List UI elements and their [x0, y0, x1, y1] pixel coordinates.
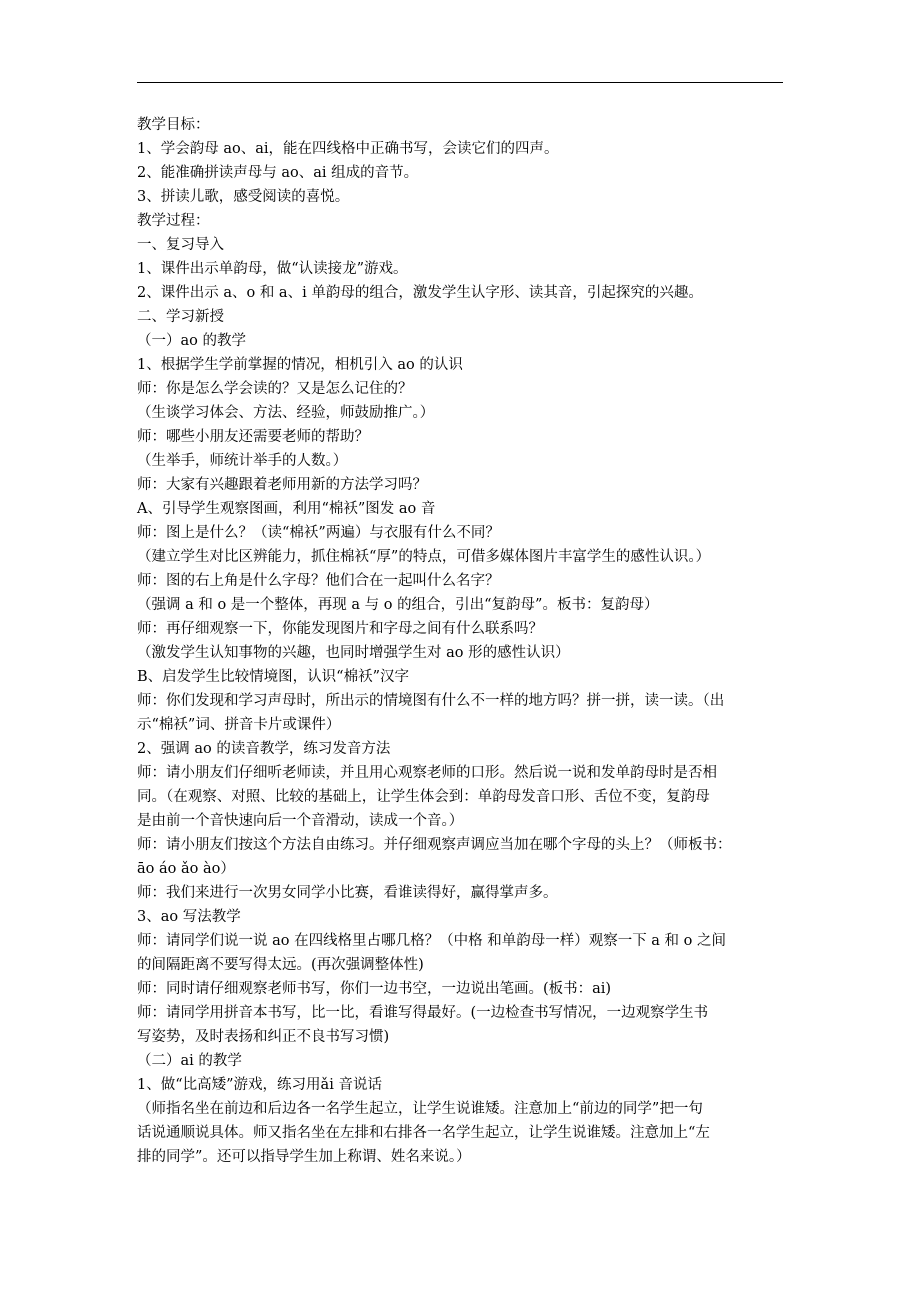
text-line: 2、能准确拼读声母与 ao、ai 组成的音节。 [137, 165, 419, 181]
text-line: 师：大家有兴趣跟着老师用新的方法学习吗？ [137, 477, 427, 493]
text-line: 排的同学”。还可以指导学生加上称谓、姓名来说。） [137, 1149, 471, 1165]
text-line: 师：请同学们说一说 ao 在四线格里占哪几格？（中格 和单韵母一样）观察一下 a 和 o 之间 [137, 933, 727, 949]
text-line: 教学目标： [137, 117, 210, 133]
text-line: 师：请小朋友们按这个方法自由练习。并仔细观察声调应当加在哪个字母的头上？（师板书： [137, 837, 732, 853]
text-line: 师：请小朋友们仔细听老师读，并且用心观察老师的口形。然后说一说和发单韵母时是否相 [137, 765, 717, 781]
text-line: 话说通顺说具体。师又指名坐在左排和右排各一名学生起立，让学生说谁矮。注意加上“左 [137, 1125, 710, 1141]
text-line: 的间隔距离不要写得太远。(再次强调整体性) [137, 957, 424, 973]
text-line: 1、做“比高矮”游戏，练习用ǎi 音说话 [137, 1077, 382, 1093]
text-line: 师：再仔细观察一下，你能发现图片和字母之间有什么联系吗？ [137, 621, 543, 637]
document-body [137, 113, 787, 1169]
text-line: 师：我们来进行一次男女同学小比赛，看谁读得好，赢得掌声多。 [137, 885, 558, 901]
text-line: B、启发学生比较情境图，认识“棉袄”汉字 [137, 669, 409, 685]
text-line: 师：请同学用拼音本书写，比一比，看谁写得最好。(一边检查书写情况，一边观察学生书 [137, 1005, 709, 1021]
text-line: 2、课件出示 a、o 和 a、i 单韵母的组合，激发学生认字形、读其音，引起探究的兴趣。 [137, 285, 703, 301]
text-line: 同。（在观察、对照、比较的基础上，让学生体会到：单韵母发音口形、舌位不变，复韵母 [137, 789, 710, 805]
text-line: （生举手，师统计举手的人数。） [137, 453, 348, 469]
header-rule [137, 82, 783, 83]
text-line: 3、ao 写法教学 [137, 909, 241, 925]
text-line: （激发学生认知事物的兴趣，也同时增强学生对 ao 形的感性认识） [137, 645, 570, 661]
text-line: （一）ao 的教学 [137, 333, 246, 349]
text-line: 1、学会韵母 ao、ai，能在四线格中正确书写，会读它们的四声。 [137, 141, 559, 157]
text-line: 师：同时请仔细观察老师书写，你们一边书空，一边说出笔画。(板书：ai) [137, 981, 612, 997]
text-line: （强调 a 和 o 是一个整体，再现 a 与 o 的组合，引出“复韵母”。板书：复韵母） [137, 597, 659, 613]
text-line: 师：你是怎么学会读的？又是怎么记住的？ [137, 381, 413, 397]
text-line: （生谈学习体会、方法、经验，师鼓励推广。） [137, 405, 435, 421]
text-line: 1、根据学生学前掌握的情况，相机引入 ao 的认识 [137, 357, 463, 373]
text-line: 师：图的右上角是什么字母？他们合在一起叫什么名字？ [137, 573, 500, 589]
text-line: 二、学习新授 [137, 309, 224, 325]
text-line: āo áo ǎo ào） [137, 861, 235, 877]
text-line: （师指名坐在前边和后边各一名学生起立，让学生说谁矮。注意加上“前边的同学”把一句 [137, 1101, 703, 1117]
text-line: 2、强调 ao 的读音教学，练习发音方法 [137, 741, 391, 757]
text-line: A、引导学生观察图画，利用“棉袄”图发 ao 音 [137, 501, 436, 517]
text-line: （二）ai 的教学 [137, 1053, 242, 1069]
text-line: 师：图上是什么？（读“棉袄”两遍）与衣服有什么不同？ [137, 525, 500, 541]
text-line: 1、课件出示单韵母，做“认读接龙”游戏。 [137, 261, 408, 277]
text-line: 一、复习导入 [137, 237, 224, 253]
text-line: 教学过程： [137, 213, 210, 229]
text-line: 是由前一个音快速向后一个音滑动，读成一个音。） [137, 813, 464, 829]
text-line: 3、拼读儿歌，感受阅读的喜悦。 [137, 189, 350, 205]
text-line: 师：你们发现和学习声母时，所出示的情境图有什么不一样的地方吗？拼一拼，读一读。（出 [137, 693, 725, 709]
text-line: 师：哪些小朋友还需要老师的帮助？ [137, 429, 369, 445]
text-line: （建立学生对比区辨能力，抓住棉袄“厚”的特点，可借多媒体图片丰富学生的感性认识。） [137, 549, 711, 565]
text-line: 写姿势，及时表扬和纠正不良书写习惯) [137, 1029, 390, 1045]
text-line: 示“棉袄”词、拼音卡片或课件） [137, 717, 341, 733]
